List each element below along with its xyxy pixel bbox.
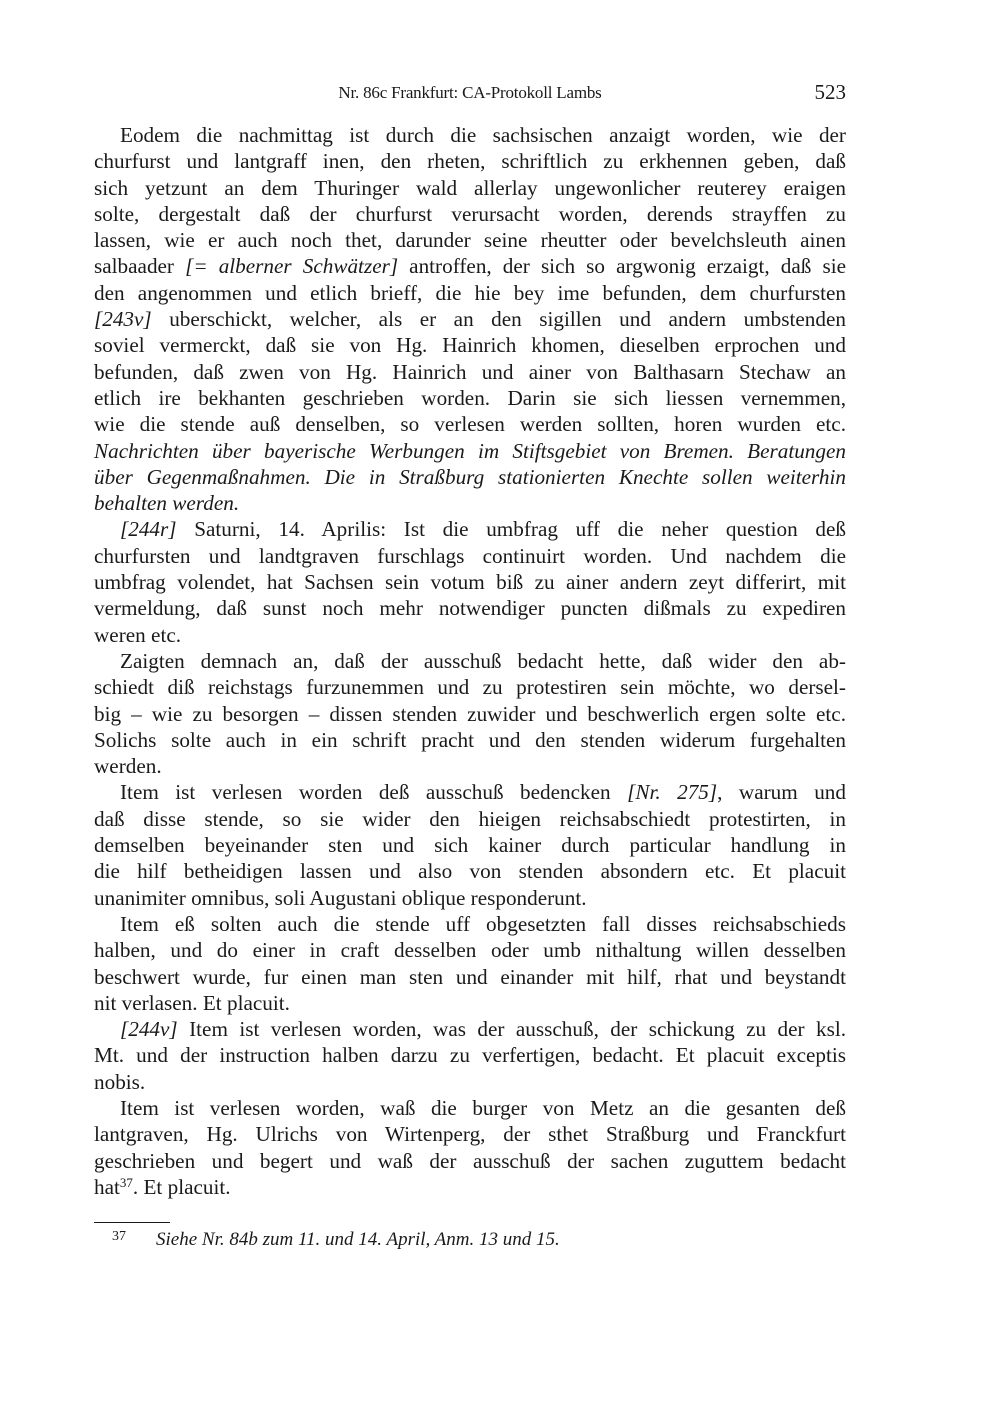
footnote-divider	[94, 1222, 170, 1223]
text-line: über Gegenmaßnahmen. Die in Straßburg stationierten Knechte sollen weiterhin	[94, 464, 846, 489]
text-run: . Et placuit.	[132, 1174, 231, 1199]
text-line: halben, und do einer in craft desselben oder umb nithaltung willen desselben	[94, 938, 846, 963]
footnote-number: 37	[112, 1229, 126, 1244]
text-line	[94, 1174, 846, 1200]
text-line: Item eß solten auch die stende uff obgesetzten fall disses reichsabschieds	[120, 911, 846, 936]
folio-marker: [244v]	[120, 1017, 178, 1042]
text-run: Item ist verlesen worden deß ausschuß bedencken	[120, 780, 628, 805]
paragraph-metz	[94, 1095, 846, 1200]
text-line: umbfrag volendet, hat Sachsen sein votum biß zu ainer andern zeyt differirt, mit	[94, 570, 846, 595]
editorial-gloss: [= alberner Schwätzer]	[185, 254, 399, 279]
text-line	[94, 516, 846, 542]
footnote-text: Siehe Nr. 84b zum 11. und 14. April, Anm. 13 und 15.	[156, 1229, 560, 1250]
text-run: uberschickt, welcher, als er an den sigillen und andern umbstenden	[151, 307, 846, 332]
text-line: schiedt diß reichstags furzunemmen und zu protestiren sein möchte, wo dersel-	[94, 675, 846, 700]
text-line: daß disse stende, so sie wider den hieigen reichsabschiedt protestirten, in	[94, 806, 846, 831]
folio-marker: [243v]	[94, 307, 152, 332]
text-line: den angenommen und etlich brieff, die hie bey ime befunden, dem churfursten	[94, 280, 846, 305]
text-line: vermeldung, daß sunst noch mehr notwendiger puncten dißmals zu expediren	[94, 596, 846, 621]
text-line: nit verlasen. Et placuit.	[94, 990, 290, 1015]
running-title: Nr. 86c Frankfurt: CA-Protokoll Lambs	[338, 83, 602, 102]
text-line: demselben beyeinander sten und sich kainer durch particular handlung in	[94, 833, 846, 858]
text-line: befunden, daß zwen von Hg. Hainrich und ainer von Balthasarn Stechaw an	[94, 359, 846, 384]
text-line: Nachrichten über bayerische Werbungen im Stiftsgebiet von Bremen. Beratungen	[94, 438, 846, 463]
text-line: churfurst und lantgraff inen, den rheten, schriftlich zu erkhennen geben, daß	[94, 149, 846, 174]
text-line: geschrieben und begert und waß der ausschuß der sachen zuguttem bedacht	[94, 1148, 846, 1173]
paragraph-244v	[94, 1016, 846, 1095]
paragraph-zaigten	[94, 648, 846, 779]
text-line: lassen, wie er auch noch thet, darunder seine rheutter oder bevelchsleuth ainen	[94, 228, 846, 253]
text-line: Eodem die nachmittag ist durch die sachsischen anzaigt worden, wie der	[120, 123, 846, 147]
editorial-summary	[94, 438, 846, 517]
text-line	[94, 306, 846, 332]
body-text	[94, 122, 846, 1200]
text-line: Solichs solte auch in ein schrift pracht und den stenden widerum furgehalten	[94, 727, 846, 752]
text-run: , warum und	[717, 780, 846, 805]
text-line: beschwert wurde, fur einen man sten und einander mit hilf, rhat und beystandt	[94, 964, 846, 989]
text-line: solte, dergestalt daß der churfurst verursacht worden, derends strayffen zu	[94, 201, 846, 226]
text-run: Saturni, 14. Aprilis: Ist die umbfrag uff die neher question deß	[176, 517, 846, 542]
text-line: behalten werden.	[94, 491, 240, 516]
paragraph-244r	[94, 516, 846, 647]
text-line: die hilf betheidigen lassen und also von stenden absondern etc. Et placuit	[94, 859, 846, 884]
text-line	[94, 253, 846, 279]
text-line: Mt. und der instruction halben darzu zu verfertigen, bedacht. Et placuit exceptis	[94, 1043, 846, 1068]
text-line: churfursten und landtgraven furschlags continuirt worden. Und nachdem die	[94, 543, 846, 568]
text-run: hat	[94, 1174, 120, 1199]
text-line: unanimiter omnibus, soli Augustani oblique responderunt.	[94, 885, 587, 910]
text-line: werden.	[94, 754, 162, 779]
page-number: 523	[814, 80, 846, 104]
text-line: nobis.	[94, 1069, 146, 1094]
running-head	[94, 80, 846, 108]
text-run: antroffen, der sich so argwonig erzaigt, daß sie	[398, 254, 846, 279]
folio-marker: [244r]	[120, 517, 177, 542]
text-line: etlich ire bekhanten geschrieben worden. Darin sie sich liessen vernemmen,	[94, 385, 846, 410]
text-line: lantgraven, Hg. Ulrichs von Wirtenperg, der sthet Straßburg und Franckfurt	[94, 1122, 846, 1147]
paragraph-item-ess-solten	[94, 911, 846, 1016]
text-run: Item ist verlesen worden, was der ausschuß, der schickung zu der ksl.	[177, 1017, 846, 1042]
paragraph-1	[94, 122, 846, 438]
text-line	[94, 1016, 846, 1042]
text-run: salbaader	[94, 254, 186, 279]
text-line: big – wie zu besorgen – dissen stenden zuwider und beschwerlich ergen solte etc.	[94, 701, 846, 726]
text-line: soviel vermerckt, daß sie von Hg. Hainrich khomen, dieselben erprochen und	[94, 333, 846, 358]
document-reference: [Nr. 275]	[627, 780, 718, 805]
text-line: wie die stende auß denselben, so verlesen werden sollten, horen wurden etc.	[94, 412, 846, 437]
text-line: Item ist verlesen worden, waß die burger von Metz an die gesanten deß	[120, 1095, 846, 1120]
text-line	[94, 779, 846, 805]
text-line: Zaigten demnach an, daß der ausschuß bedacht hette, daß wider den ab-	[120, 648, 846, 673]
text-line: weren etc.	[94, 622, 182, 647]
paragraph-item-nr-275	[94, 779, 846, 910]
text-line: sich yetzunt an dem Thuringer wald allerlay ungewonlicher reuterey eraigen	[94, 175, 846, 200]
footnote-reference[interactable]: 37	[119, 1174, 133, 1190]
